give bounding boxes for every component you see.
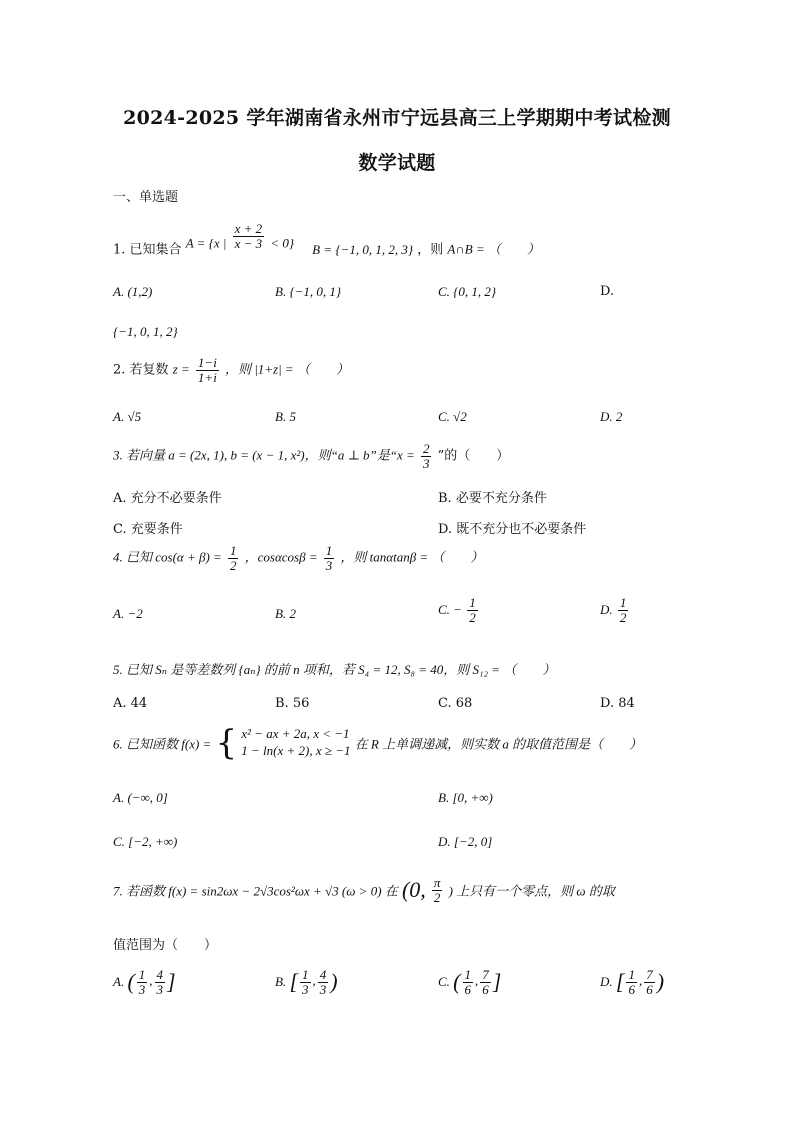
q1-option-b[interactable]: B. {−1, 0, 1}: [275, 284, 342, 299]
q2-option-d[interactable]: D. 2: [600, 409, 623, 424]
q6-option-b[interactable]: B. [0, +∞): [438, 790, 493, 805]
q3-fraction: $\frac{2}{3}$: [422, 441, 430, 471]
q1-expr: A∩B = （ ）: [447, 241, 540, 257]
q1-option-d-value[interactable]: {−1, 0, 1, 2}: [113, 324, 178, 339]
q2-fraction: $\frac{1-i}{1+i}$: [197, 355, 217, 385]
q4-option-b[interactable]: B. 2: [275, 606, 296, 621]
page-subtitle: 数学试题: [358, 152, 436, 174]
question-3: 3. 若向量 a = (2x, 1), b = (x − 1, x²)，则“a ⊥ b”是“x = $\frac{2}{3}$ ”的（ ）: [113, 441, 510, 471]
q1-set-a-right: < 0}: [270, 235, 295, 251]
q2-option-c[interactable]: C. √2: [438, 409, 467, 424]
q6-option-c[interactable]: C. [−2, +∞): [113, 834, 178, 849]
q7-option-b[interactable]: B. [ $\frac{1}{3}$ , $\frac{4}{3}$ ): [275, 967, 338, 997]
q4-option-d[interactable]: D. $\frac{1}{2}$: [600, 595, 627, 625]
q1-option-a[interactable]: A. (1,2): [113, 284, 153, 299]
q5-option-a[interactable]: A. 44: [113, 696, 148, 711]
question-6: 6. 已知函数 f(x) = { x² − ax + 2a, x < −1 1 − ln(x + 2), x ≥ −1 在 R 上单调递减，则实数 a 的取值范围是（ ）: [113, 723, 643, 763]
question-1: [113, 222, 540, 258]
q7-option-d[interactable]: D. [ $\frac{1}{6}$ , $\frac{7}{6}$ ): [600, 967, 665, 997]
question-4: 4. 已知 cos(α + β) = $\frac{1}{2}$ ，cosαcosβ = $\frac{1}{3}$ ，则 tanαtanβ = （ ）: [113, 543, 484, 573]
q2-option-b[interactable]: B. 5: [275, 409, 296, 424]
question-2: 2. 若复数 z = $\frac{1-i}{1+i}$ ，则 |1+z| = （ ）: [113, 355, 349, 385]
q4-option-a[interactable]: A. −2: [113, 606, 143, 621]
q4-option-c[interactable]: C. − $\frac{1}{2}$: [438, 595, 476, 625]
q1-stem-b: ，则: [417, 242, 444, 258]
q3-option-b[interactable]: B. 必要不充分条件: [438, 491, 547, 506]
section-heading: 一、单选题: [113, 190, 179, 205]
q1-set-b: B = {−1, 0, 1, 2, 3}: [312, 241, 414, 257]
q2-option-a[interactable]: A. √5: [113, 409, 142, 424]
q5-option-d[interactable]: D. 84: [600, 696, 635, 711]
question-5: 5. 已知 Sₙ 是等差数列 {aₙ} 的前 n 项和，若 S₄ = 12, S₈ = 40，则 S₁₂ = （ ）: [113, 662, 556, 677]
question-7-cont: 值范围为（ ）: [113, 938, 218, 953]
q3-option-c[interactable]: C. 充要条件: [113, 522, 183, 537]
q6-brace: {: [215, 723, 238, 763]
q7-option-a[interactable]: A. ( $\frac{1}{3}$ , $\frac{4}{3}$ ]: [113, 967, 176, 997]
q1-option-d[interactable]: D.: [600, 284, 615, 299]
q1-set-a-left: A = {x |: [185, 235, 227, 251]
q1-option-c[interactable]: C. {0, 1, 2}: [438, 284, 497, 299]
q3-option-d[interactable]: D. 既不充分也不必要条件: [438, 522, 587, 537]
q1-stem: 1. 已知集合: [113, 242, 182, 258]
q3-option-a[interactable]: A. 充分不必要条件: [113, 491, 222, 506]
q1-fraction: $\frac{x + 2}{x - 3}$: [234, 221, 263, 251]
q5-option-b[interactable]: B. 56: [275, 696, 310, 711]
page-title: 2024-2025 学年湖南省永州市宁远县高三上学期期中考试检测: [123, 107, 671, 129]
q6-option-d[interactable]: D. [−2, 0]: [438, 834, 493, 849]
q6-piecewise: x² − ax + 2a, x < −1 1 − ln(x + 2), x ≥ −1: [241, 726, 351, 758]
q7-option-c[interactable]: C. ( $\frac{1}{6}$ , $\frac{7}{6}$ ]: [438, 967, 502, 997]
question-7: 7. 若函数 f(x) = sin2ωx − 2√3cos²ωx + √3 (ω > 0) 在 (0, $\frac{\pi}{2}$ ) 上只有一个零点，则 ω 的取: [113, 875, 615, 905]
q5-option-c[interactable]: C. 68: [438, 696, 473, 711]
q6-option-a[interactable]: A. (−∞, 0]: [113, 790, 168, 805]
